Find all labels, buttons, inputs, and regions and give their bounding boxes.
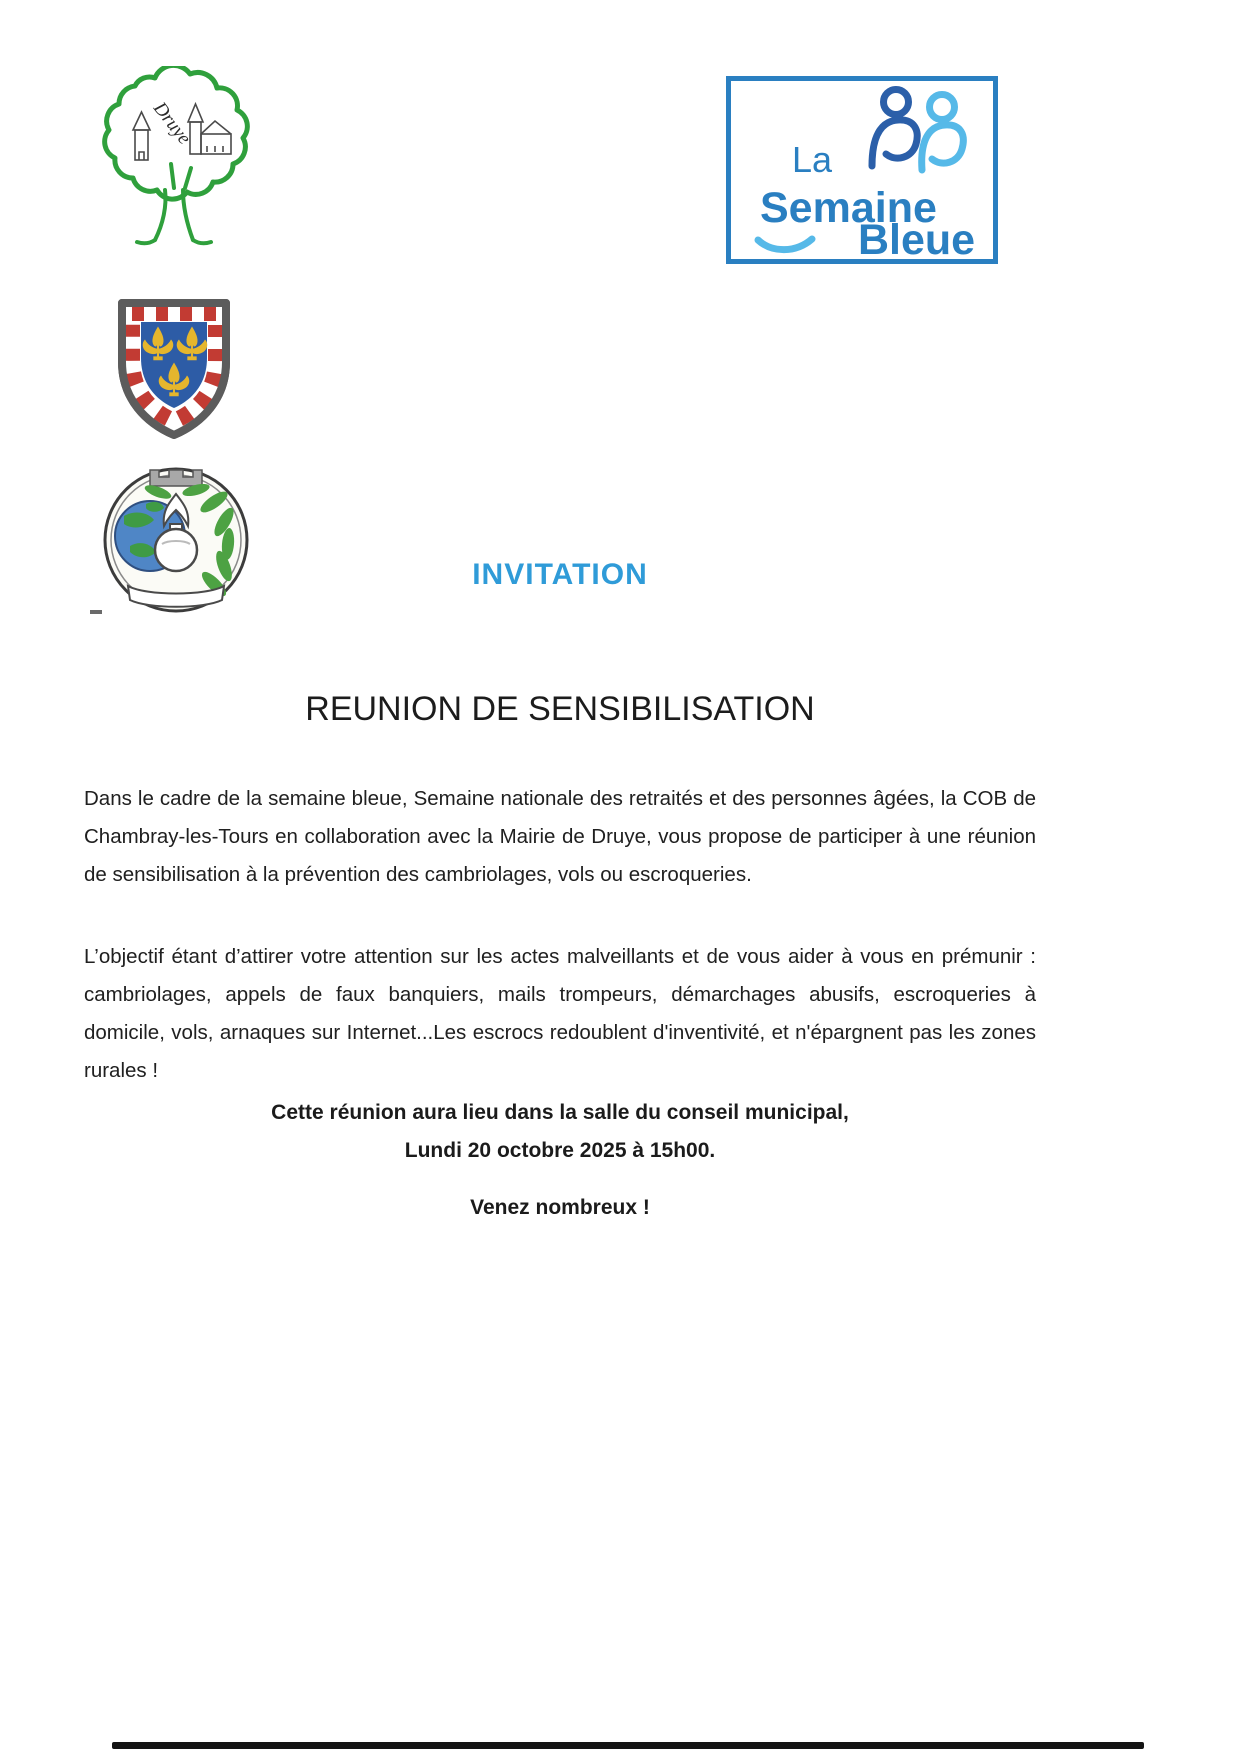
mural-crown-icon [150, 470, 202, 486]
date-line: Lundi 20 octobre 2025 à 15h00. [404, 1139, 716, 1162]
closing-line: Venez nombreux ! [470, 1196, 650, 1219]
tower-icon [133, 112, 150, 160]
semaine-bleue-logo [726, 76, 998, 264]
paragraph-intro: Dans le cadre de la semaine bleue, Semaine nationale des retraités et des personnes âgées, la COB de Chambray-les-Tours en collaboration avec la Mairie de Druye, vous propose de participer à une réunion de sensibilisation à la prévention des cambriolages, vols ou escroqueries. [84, 787, 1036, 886]
druye-logo-text: Druye [149, 98, 195, 149]
venue-line: Cette réunion aura lieu dans la salle du conseil municipal, [271, 1101, 849, 1124]
venue-and-date [84, 1094, 1036, 1170]
semaine-bleue-text-semaine: Semaine [760, 184, 937, 232]
invitation-heading: INVITATION [472, 558, 648, 591]
shield-icon [113, 296, 235, 444]
druye-commune-logo [95, 66, 265, 256]
touraine-coat-of-arms [113, 296, 235, 444]
church-icon [188, 104, 231, 154]
tree-icon [95, 66, 265, 256]
scan-edge-artifact [112, 1742, 1144, 1749]
tree-trunk [137, 164, 211, 243]
semaine-bleue-text-la: La [792, 139, 833, 180]
semaine-bleue-frame [726, 76, 998, 264]
paragraph-objective: L’objectif étant d’attirer votre attention sur les actes malveillants et de vous aider à vous en prémunir : cambriolages, appels de faux banquiers, mails trompeurs, démarchages abusifs, escroqueries à domicile, vols, arnaques sur Internet...Les escrocs redoublent d'inventivité, et n'épargnent pas les zones rurales ! [84, 945, 1036, 1082]
semaine-bleue-text-bleue: Bleue [858, 216, 976, 264]
scan-artifact-dash [90, 610, 102, 614]
page-title: REUNION DE SENSIBILISATION [305, 690, 815, 728]
